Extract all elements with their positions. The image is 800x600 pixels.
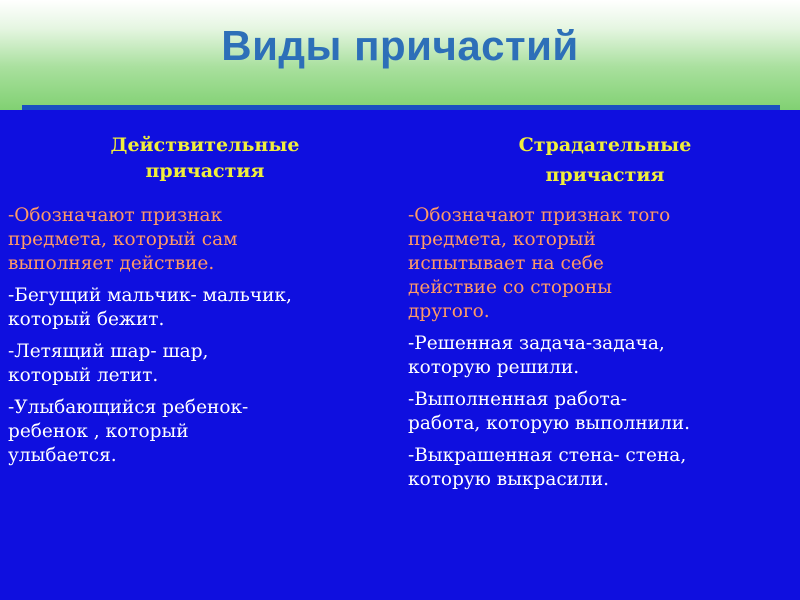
text-line: -Выполненная работа- [408, 389, 627, 410]
text-line: -Летящий шар- шар, [8, 341, 209, 362]
right-column-heading [455, 132, 755, 188]
text-line: -Улыбающийся ребенок- [8, 397, 249, 418]
text-line: -Обозначают признак того [408, 205, 671, 226]
content-panel [0, 110, 800, 600]
text-line: выполняет действие. [8, 253, 215, 274]
definition [408, 204, 798, 324]
text-line: ребенок , который [8, 421, 189, 442]
heading-line: Действительные [110, 134, 300, 156]
text-line: работа, которую выполнили. [408, 413, 690, 434]
text-line: которую решили. [408, 357, 580, 378]
left-column [8, 204, 398, 476]
text-line: испытывает на себе [408, 253, 604, 274]
example-item [408, 388, 798, 436]
text-line: который летит. [8, 365, 159, 386]
example-item [8, 396, 398, 468]
text-line: улыбается. [8, 445, 117, 466]
text-line: -Обозначают признак [8, 205, 223, 226]
text-line: который бежит. [8, 309, 165, 330]
left-column-heading [55, 132, 355, 184]
text-line: -Бегущий мальчик- мальчик, [8, 285, 292, 306]
example-item [408, 444, 798, 492]
text-line: которую выкрасили. [408, 469, 610, 490]
text-line: другого. [408, 301, 490, 322]
text-line: действие со стороны [408, 277, 612, 298]
title-banner [0, 0, 800, 112]
text-line: предмета, который [408, 229, 596, 250]
heading-line: причастия [545, 164, 665, 186]
heading-line: Страдательные [518, 134, 692, 156]
example-item [408, 332, 798, 380]
example-item [8, 340, 398, 388]
right-column [408, 204, 798, 500]
text-line: -Решенная задача-задача, [408, 333, 665, 354]
text-line: -Выкрашенная стена- стена, [408, 445, 687, 466]
example-item [8, 284, 398, 332]
text-line: предмета, который сам [8, 229, 238, 250]
heading-line: причастия [145, 160, 265, 182]
page-title: Виды причастий [221, 22, 579, 69]
definition [8, 204, 398, 276]
